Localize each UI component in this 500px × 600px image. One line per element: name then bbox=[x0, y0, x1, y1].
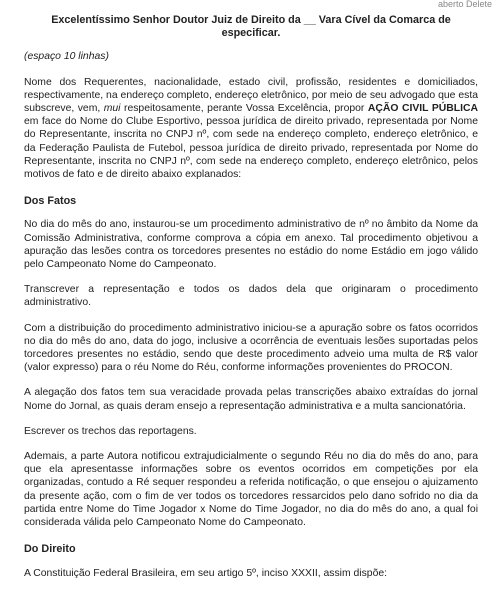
intro-paragraph bbox=[24, 76, 478, 182]
fatos-paragraph-5: Escrever os trechos das reportagens. bbox=[24, 425, 197, 437]
section-heading-direito: Do Direito bbox=[24, 543, 76, 556]
fatos-paragraph-2: Transcrever a representação e todos os dados dela que originaram o procedimento administrativo. bbox=[24, 284, 478, 309]
document-body bbox=[24, 14, 478, 580]
toolbar-remnant-text: aberto Delete bbox=[437, 0, 492, 9]
toolbar-remnant bbox=[438, 0, 492, 10]
fatos-paragraph-1: No dia do mês do ano, instaurou-se um procedimento administrativo de nº no âmbito da Nome da Comissão Administrativa, conforme comprova a cópia em anexo. Tal procedimento objetivou a apuração das lesões contra os torcedores presentes no estádio do nome Estádio em jogo válido pelo Campeonato Nome do Campeonato. bbox=[24, 219, 478, 271]
intro-text-2: respeitosamente, perante Vossa Excelência, propor bbox=[120, 103, 368, 115]
intro-mui: mui bbox=[103, 103, 121, 115]
spacing-note: (espaço 10 linhas) bbox=[24, 51, 109, 63]
intro-action-name: AÇÃO CIVIL PÚBLICA bbox=[367, 103, 478, 115]
fatos-paragraph-3: Com a distribuição do procedimento administrativo iniciou-se a apuração sobre os fatos ocorridos no dia do mês do ano, data do jogo, inclusive a ocorrência de eventuais lesões suportadas pelos torcedores presentes no estádio, sendo que deste procedimento adveio uma multa de R$ valor (valor expresso) para o réu Nome do Réu, conforme informações provenientes do PROCON. bbox=[24, 322, 478, 374]
fatos-paragraph-4: A alegação dos fatos tem sua veracidade provada pelas transcrições abaixo extraídas do jornal Nome do Jornal, as quais deram ensejo a representação administrativa e a multa sancionatória. bbox=[24, 387, 478, 412]
intro-text-1: Nome dos Requerentes, nacionalidade, estado civil, profissão, residentes e domiciliados, respectivamente, na endereço completo, endereço eletrônico, por meio de seu advogado que esta subscreve, vem, bbox=[24, 76, 478, 115]
fatos-paragraph-6: Ademais, a parte Autora notificou extrajudicialmente o segundo Réu no dia do mês do ano, para que ela apresentasse informações sobre os eventos ocorridos em competições por ela organizadas, contudo a Ré sequer respondeu a referida notificação, o que ensejou o ajuizamento da presente ação, com o fim de ver todos os torcedores ressarcidos pelo dano sofrido no dia da partida entre Nome do Time Jogador x Nome do Time Jogador, no dia do mês do ano, a qual foi considerada válida pelo Campeonato Nome do Campeonato. bbox=[24, 451, 478, 529]
direito-paragraph-1: A Constituição Federal Brasileira, em seu artigo 5º, inciso XXXII, assim dispõe: bbox=[24, 567, 388, 579]
intro-text-3: em face do Nome do Clube Esportivo, pessoa jurídica de direito privado, representada por Nome do Representante, inscrita no CNPJ nº, com sede na endereço completo, endereço eletrônico, e da Federação Paulista de Futebol, pessoa jurídica de direito privado, representada por Nome do Representante, inscrita no CNPJ nº, com sede na endereço completo, endereço eletrônico, pelos motivos de fato e de direito abaixo explanados: bbox=[24, 116, 478, 181]
section-heading-fatos: Dos Fatos bbox=[24, 195, 77, 208]
document-title: Excelentíssimo Senhor Doutor Juiz de Direito da __ Vara Cível da Comarca de especificar. bbox=[51, 14, 451, 40]
